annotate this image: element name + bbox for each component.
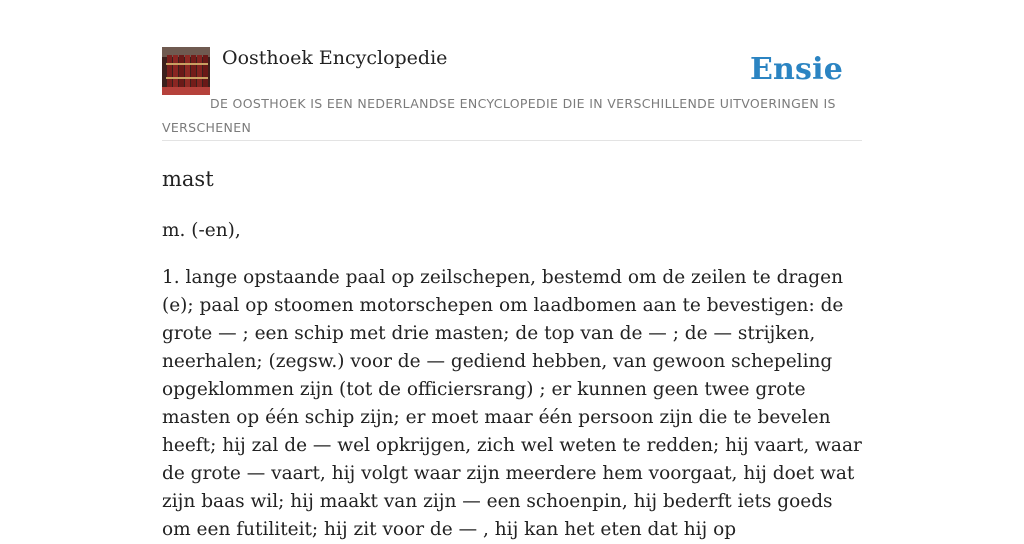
encyclopedia-books-icon[interactable]	[162, 47, 210, 95]
ensie-logo-link[interactable]: Ensie	[749, 52, 843, 87]
entry-title: mast	[162, 167, 214, 191]
site-title[interactable]: Oosthoek Encyclopedie	[222, 47, 448, 69]
site-header	[162, 46, 862, 141]
entry-content	[162, 164, 862, 544]
site-tagline: DE OOSTHOEK IS EEN NEDERLANDSE ENCYCLOPEDIE DIE IN VERSCHILLENDE UITVOERINGEN IS VERSCHENEN	[162, 96, 836, 135]
entry-grammar: m. (-en),	[162, 220, 241, 241]
entry-definition: 1. lange opstaande paal op zeilschepen, bestemd om de zeilen te dragen (e); paal op stoomen motorschepen om laadbomen aan te bevestigen: de grote — ; een schip met drie masten; de top van de — ; de — strijken, neerhalen; (zegsw.) voor de — gediend hebben, van gewoon schepeling opgeklommen zijn (tot de officiersrang) ; er kunnen geen twee grote masten op één schip zijn; er moet maar één persoon zijn die te bevelen heeft; hij zal de — wel opkrijgen, zich wel weten te redden; hij vaart, waar de grote — vaart, hij volgt waar zijn meerdere hem voorgaat, hij doet wat zijn baas wil; hij maakt van zijn — een schoenpin, hij bederft iets goeds om een futiliteit; hij zit voor de — , hij kan het eten dat hij op	[162, 267, 862, 540]
